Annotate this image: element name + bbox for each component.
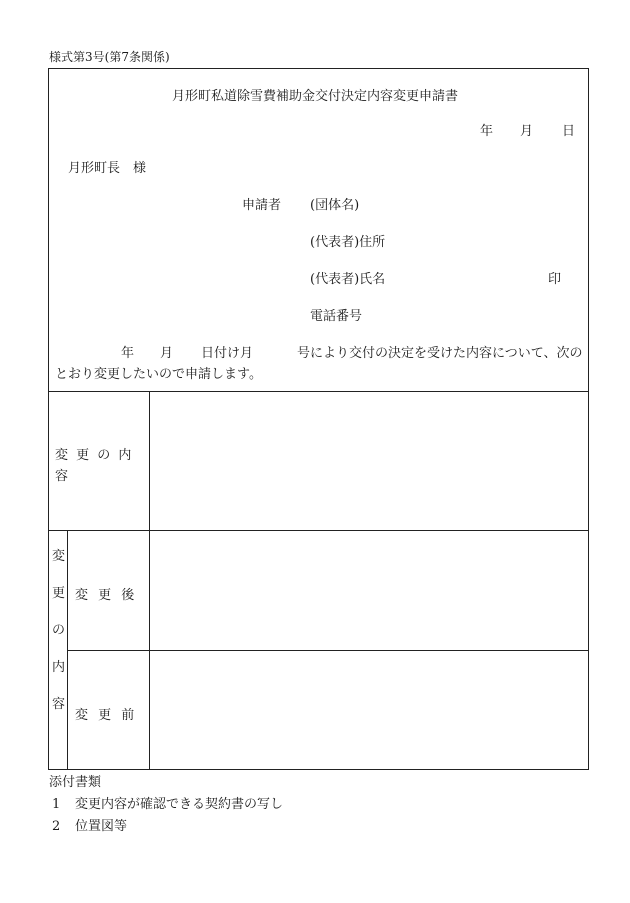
attachment-item-text: 位置図等	[75, 819, 128, 834]
form-number: 様式第3号(第7条関係)	[49, 50, 170, 64]
applicant-phone: 電話番号	[310, 309, 363, 324]
date-month-label: 月	[520, 124, 534, 139]
attachment-item-number: 1	[52, 797, 61, 812]
attachments-heading: 添付書類	[49, 775, 102, 790]
before-change-label: 変 更 前	[75, 708, 135, 723]
applicant-name: (代表者)氏名	[310, 272, 386, 287]
body-line1-rest: 号により交付の決定を受けた内容について、次の	[297, 346, 583, 361]
after-change-label: 変 更 後	[75, 588, 135, 603]
change-content-label-line2: 容	[55, 469, 69, 484]
attachment-item-number: 2	[52, 819, 61, 834]
applicant-label: 申請者	[242, 198, 282, 213]
form-title: 月形町私道除雪費補助金交付決定内容変更申請書	[172, 89, 459, 104]
applicant-address: (代表者)住所	[310, 235, 386, 250]
body-line2: とおり変更したいので申請します。	[55, 367, 262, 382]
vertical-label-char: 容	[52, 697, 66, 712]
before-change-field[interactable]	[150, 651, 588, 769]
date-day-label: 日	[562, 124, 576, 139]
vertical-label-char: の	[52, 623, 66, 638]
seal-mark: 印	[548, 272, 562, 287]
addressee: 月形町長 様	[68, 161, 147, 176]
date-year-label: 年	[480, 124, 494, 139]
applicant-group-name: (団体名)	[310, 198, 360, 213]
change-content-label-line1: 変 更 の 内	[55, 448, 132, 463]
vertical-label-char: 内	[52, 660, 66, 675]
body-year: 年	[121, 346, 135, 361]
vertical-label-char: 変	[52, 549, 66, 564]
body-dated-number: 日付け月	[201, 346, 254, 361]
after-change-field[interactable]	[150, 531, 588, 649]
change-content-field[interactable]	[150, 392, 588, 529]
body-month: 月	[160, 346, 174, 361]
vertical-label-char: 更	[52, 586, 66, 601]
attachment-item-text: 変更内容が確認できる契約書の写し	[75, 797, 284, 812]
